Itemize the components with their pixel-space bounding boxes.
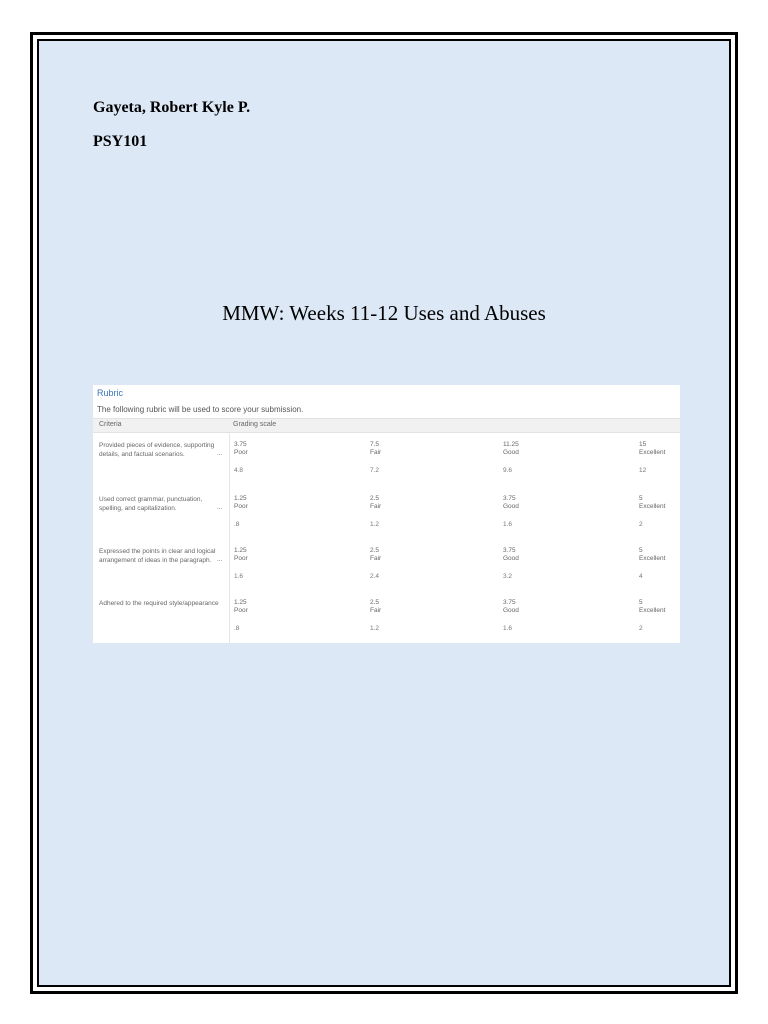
level-alt-value: 7.2 [370,467,380,474]
level-alt-value: 1.6 [234,573,244,580]
level-points: 2.5 [370,547,380,554]
level-poor [234,599,248,632]
level-alt-value: .8 [234,625,240,632]
level-points: 1.25 [234,495,247,502]
level-label: Good [503,449,519,456]
level-excellent [639,441,666,474]
criterion-text: Expressed the points in clear and logical arrangement of ideas in the paragraph. [99,548,216,564]
level-alt-value: 9.6 [503,467,513,474]
rubric-row [93,495,680,547]
level-label: Poor [234,555,248,562]
level-alt-value: 1.2 [370,521,380,528]
level-points: 7.5 [370,441,380,448]
document-title: MMW: Weeks 11-12 Uses and Abuses [222,301,546,325]
level-label: Excellent [639,449,666,456]
level-good [503,495,519,528]
level-points: 11.25 [503,441,519,448]
level-label: Poor [234,607,248,614]
rubric-panel [93,385,680,643]
level-fair [370,599,382,632]
level-fair [370,547,382,580]
level-excellent [639,495,666,528]
level-good [503,599,519,632]
level-label: Poor [234,449,248,456]
level-label: Good [503,555,519,562]
criteria-column-label: Criteria [99,421,122,428]
level-points: 1.25 [234,599,247,606]
level-label: Good [503,503,519,510]
level-label: Good [503,607,519,614]
level-alt-value: 2.4 [370,573,380,580]
level-points: 3.75 [503,495,516,502]
rubric-row [93,599,680,651]
level-points: 5 [639,495,643,502]
level-poor [234,441,248,474]
more-indicator[interactable]: ... [217,450,223,457]
level-poor [234,495,248,528]
criterion-text: Provided pieces of evidence, supporting details, and factual scenarios. [99,442,215,458]
rubric-heading: Rubric [97,388,124,398]
grading-scale-column-label: Grading scale [233,421,277,428]
page-content [37,39,731,987]
level-alt-value: .8 [234,521,240,528]
level-points: 3.75 [503,547,516,554]
rubric-column-header [93,418,680,433]
level-label: Fair [370,607,382,614]
level-points: 15 [639,441,647,448]
level-excellent [639,547,666,580]
level-points: 3.75 [503,599,516,606]
level-points: 5 [639,599,643,606]
level-alt-value: 1.6 [503,625,513,632]
level-alt-value: 2 [639,625,643,632]
level-label: Fair [370,555,382,562]
level-good [503,547,519,580]
level-points: 2.5 [370,495,380,502]
level-alt-value: 4.8 [234,467,244,474]
level-alt-value: 4 [639,573,643,580]
level-fair [370,495,382,528]
level-points: 1.25 [234,547,247,554]
level-poor [234,547,248,580]
level-label: Fair [370,503,382,510]
level-good [503,441,519,474]
level-points: 3.75 [234,441,247,448]
level-alt-value: 2 [639,521,643,528]
rubric-row [93,441,680,493]
level-alt-value: 3.2 [503,573,513,580]
level-alt-value: 1.6 [503,521,513,528]
level-fair [370,441,382,474]
level-label: Poor [234,503,248,510]
more-indicator[interactable]: ... [217,556,223,563]
rubric-description: The following rubric will be used to score your submission. [97,405,304,414]
more-indicator[interactable]: ... [217,504,223,511]
level-excellent [639,599,666,632]
level-points: 2.5 [370,599,380,606]
criterion-text: Used correct grammar, punctuation, spelling, and capitalization. [99,496,203,512]
level-points: 5 [639,547,643,554]
level-label: Fair [370,449,382,456]
page-border [30,32,738,994]
level-alt-value: 12 [639,467,647,474]
level-label: Excellent [639,607,666,614]
level-label: Excellent [639,555,666,562]
course-code: PSY101 [93,133,148,150]
level-label: Excellent [639,503,666,510]
author-name: Gayeta, Robert Kyle P. [93,99,251,116]
criterion-text: Adhered to the required style/appearance [99,600,219,607]
rubric-row [93,547,680,599]
level-alt-value: 1.2 [370,625,380,632]
